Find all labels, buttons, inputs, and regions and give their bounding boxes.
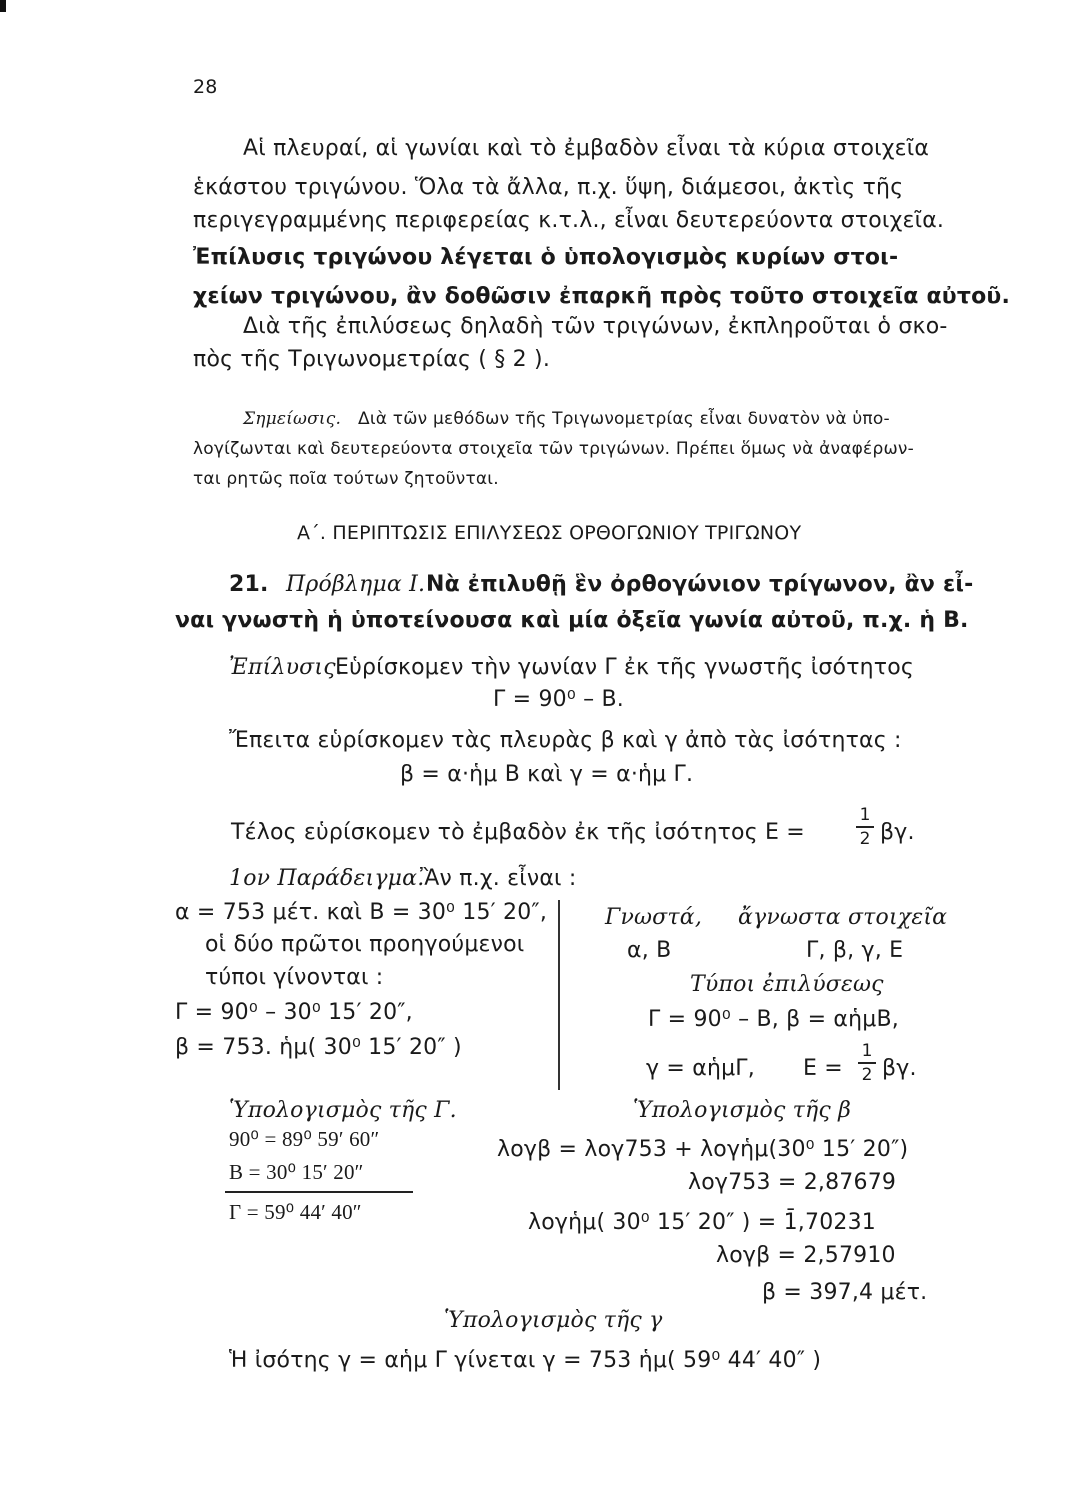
calc-gamma-line-1: 90⁰ = 89⁰ 59′ 60″ <box>229 1127 380 1151</box>
example-left-2: οἱ δύο πρῶτοι προηγούμενοι <box>205 932 525 957</box>
formula-gamma-side: γ = αἡμΓ, <box>646 1056 755 1081</box>
intro-line-6: Διὰ τῆς ἐπιλύσεως δηλαδὴ τῶν τριγώνων, ἐκπληροῦται ὁ σκο- <box>243 314 948 339</box>
fraction-numerator: 1 <box>861 1041 873 1061</box>
page-number: 28 <box>193 76 218 98</box>
calc-c-title: Ὑπολογισμὸς τῆς γ <box>444 1308 663 1333</box>
problem-number: 21. <box>229 572 269 597</box>
fraction-denominator: 2 <box>859 828 871 849</box>
solution-label: Ἐπίλυσις. <box>229 655 343 680</box>
calc-gamma-line-2: Β = 30⁰ 15′ 20″ <box>229 1160 364 1184</box>
calc-beta-line-2: λογ753 = 2,87679 <box>688 1170 897 1195</box>
area-fraction <box>856 806 874 848</box>
fraction-denominator: 2 <box>861 1064 873 1085</box>
fraction-numerator: 1 <box>859 805 871 825</box>
equation-gamma: Γ = 90⁰ – Β. <box>493 687 624 712</box>
problem-line-2: ναι γνωστὴ ἡ ὑποτείνουσα καὶ μία ὀξεῖα γωνία αὐτοῦ, π.χ. ἡ Β. <box>175 608 969 633</box>
example-given: α = 753 μέτ. καὶ Β = 30⁰ 15′ 20″, <box>175 900 548 925</box>
calc-beta-result: β = 397,4 μέτ. <box>762 1280 928 1305</box>
intro-line-3: περιγεγραμμένης περιφερείας κ.τ.λ., εἶναι δευτερεύοντα στοιχεῖα. <box>193 208 945 233</box>
known-header: Γνωστά, <box>605 905 703 930</box>
known-values: α, Β <box>627 938 672 963</box>
equation-sides: β = α·ἡμ Β καὶ γ = α·ἡμ Γ. <box>400 762 694 787</box>
calc-beta-title: Ὑπολογισμὸς τῆς β <box>633 1098 852 1123</box>
note-label: Σημείωσις. <box>243 409 342 429</box>
unknown-header: ἄγνωστα στοιχεῖα <box>738 905 948 930</box>
problem-label: Πρόβλημα Ι. <box>286 572 426 597</box>
example-gamma-formula: Γ = 90⁰ – 30⁰ 15′ 20″, <box>175 1000 413 1025</box>
definition-line-2: χείων τριγώνου, ἂν δοθῶσιν ἐπαρκῆ πρὸς τοῦτο στοιχεῖα αὐτοῦ. <box>193 284 1011 309</box>
problem-line-1: Νὰ ἐπιλυθῇ ἓν ὀρθογώνιον τρίγωνον, ἂν εἶ- <box>426 572 974 597</box>
note-line-1: Διὰ τῶν μεθόδων τῆς Τριγωνομετρίας εἶναι δυνατὸν νὰ ὑπο- <box>358 409 890 429</box>
formulas-header: Τύποι ἐπιλύσεως <box>690 972 884 997</box>
scan-corner-mark <box>0 0 6 12</box>
calc-beta-line-4: λογβ = 2,57910 <box>716 1243 896 1268</box>
calc-beta-line-1: λογβ = λογ753 + λογἡμ(30⁰ 15′ 20″) <box>497 1137 909 1162</box>
example-intro: Ἂν π.χ. εἶναι : <box>420 866 577 891</box>
intro-line-2: ἑκάστου τριγώνου. Ὅλα τὰ ἄλλα, π.χ. ὕψη, διάμεσοι, ἀκτὶς τῆς <box>193 175 904 200</box>
intro-line-7: πὸς τῆς Τριγωνομετρίας ( § 2 ). <box>193 347 551 372</box>
example-label: 1ον Παράδειγμα. <box>229 866 425 891</box>
calc-c-line: Ἡ ἰσότης γ = αἡμ Γ γίνεται γ = 753 ἡμ( 59⁰ 44′ 40″ ) <box>229 1348 822 1373</box>
fraction-bar <box>856 826 874 828</box>
unknown-values: Γ, β, γ, Ε <box>806 938 904 963</box>
formula-area-end: βγ. <box>882 1056 917 1081</box>
definition-line-1: Ἐπίλυσις τριγώνου λέγεται ὁ ὑπολογισμὸς κυρίων στοι- <box>193 245 899 270</box>
fraction-bar <box>858 1062 876 1064</box>
section-heading: Α΄. ΠΕΡΙΠΤΩΣΙΣ ΕΠΙΛΥΣΕΩΣ ΟΡΘΟΓΩΝΙΟΥ ΤΡΙΓΩΝΟΥ <box>297 522 802 544</box>
example-beta-formula: β = 753. ἡμ( 30⁰ 15′ 20″ ) <box>175 1035 462 1060</box>
column-divider <box>558 900 560 1090</box>
solution-line-3: Τέλος εὑρίσκομεν τὸ ἐμβαδὸν ἐκ τῆς ἰσότητος Ε = <box>231 820 805 845</box>
formula-line-1: Γ = 90⁰ – Β, β = αἡμΒ, <box>648 1007 899 1032</box>
area-formula-end: βγ. <box>880 820 915 845</box>
example-left-3: τύποι γίνονται : <box>205 965 384 990</box>
solution-line-1: Εὑρίσκομεν τὴν γωνίαν Γ ἐκ τῆς γνωστῆς ἰσότητος <box>335 655 915 680</box>
subtraction-rule <box>225 1191 413 1193</box>
calc-beta-line-3: λογἡμ( 30⁰ 15′ 20″ ) = 1̄,70231 <box>528 1210 876 1235</box>
note-line-2: λογίζωνται καὶ δευτερεύοντα στοιχεῖα τῶν τριγώνων. Πρέπει ὅμως νὰ ἀναφέρων- <box>193 439 914 459</box>
intro-line-1: Αἱ πλευραί, αἱ γωνίαι καὶ τὸ ἐμβαδὸν εἶναι τὰ κύρια στοιχεῖα <box>243 136 930 161</box>
solution-line-2: Ἔπειτα εὑρίσκομεν τὰς πλευρὰς β καὶ γ ἀπὸ τὰς ἰσότητας : <box>229 728 902 753</box>
note-line-3: ται ρητῶς ποῖα τούτων ζητοῦνται. <box>193 469 499 489</box>
calc-gamma-title: Ὑπολογισμὸς τῆς Γ. <box>229 1098 457 1123</box>
formula-area-fraction <box>858 1042 876 1084</box>
formula-area-start: Ε = <box>803 1056 843 1081</box>
calc-gamma-result: Γ = 59⁰ 44′ 40″ <box>229 1200 362 1224</box>
